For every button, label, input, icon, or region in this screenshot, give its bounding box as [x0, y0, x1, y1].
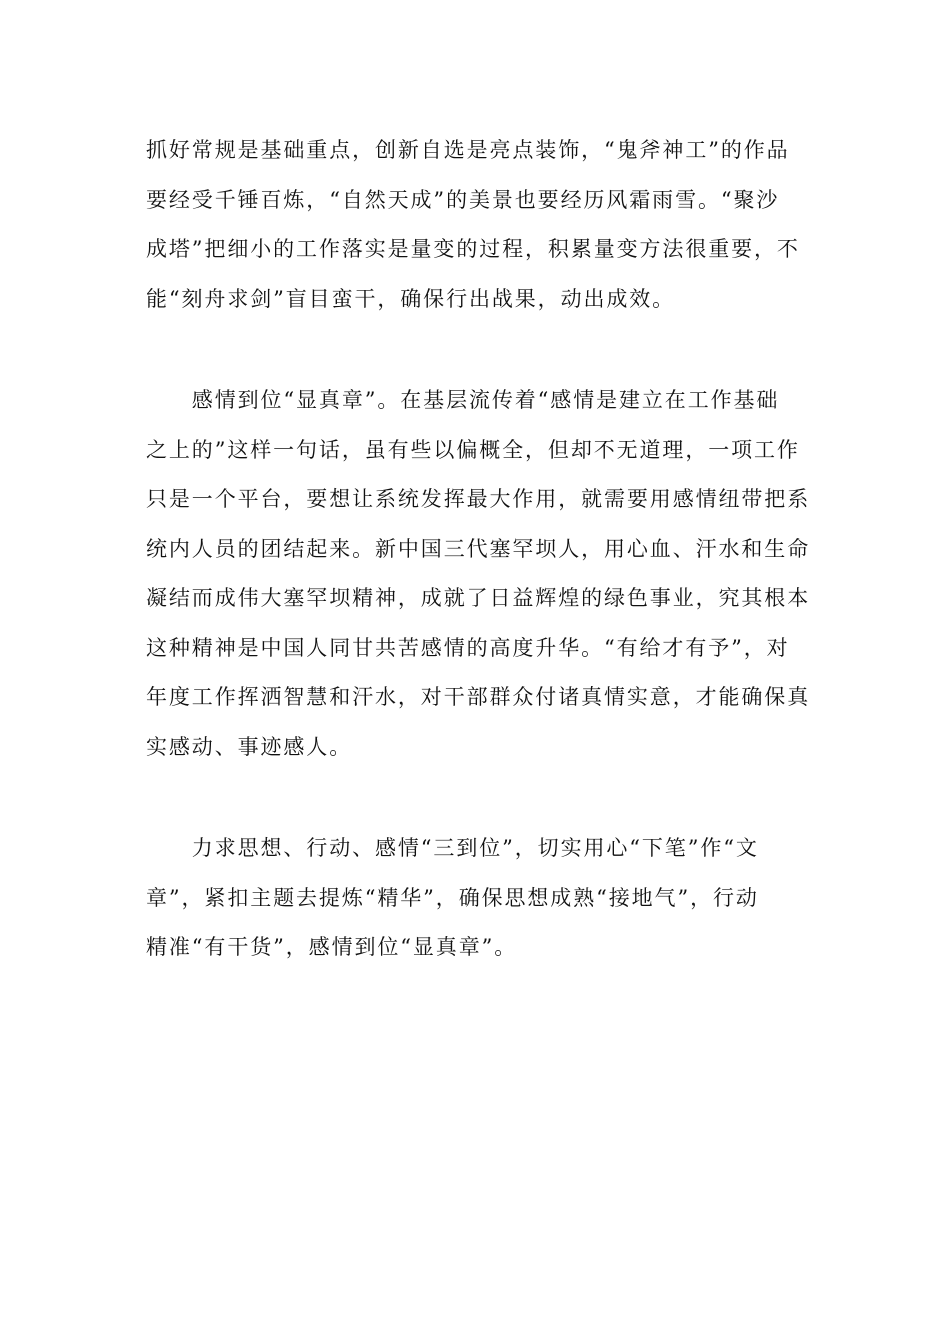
text-line: 年度工作挥洒智慧和汗水，对干部群众付诸真情实意，才能确保真 — [146, 685, 811, 709]
text-line: 要经受千锤百炼，“自然天成”的美景也要经历风霜雨雪。“聚沙 — [146, 187, 780, 212]
text-line: 力求思想、行动、感情“三到位”，切实用心“下笔”作“文 — [146, 836, 759, 860]
text-line: 能“刻舟求剑”盲目蛮干，确保行出战果，动出成效。 — [146, 286, 676, 311]
text-line: 凝结而成伟大塞罕坝精神，成就了日益辉煌的绿色事业，究其根本 — [146, 586, 811, 610]
text-line: 感情到位“显真章”。在基层流传着“感情是建立在工作基础 — [146, 388, 780, 412]
text-line: 精准“有干货”，感情到位“显真章”。 — [146, 935, 518, 959]
text-line: 只是一个平台，要想让系统发挥最大作用，就需要用感情纽带把系 — [146, 487, 811, 511]
paragraph-2 — [146, 376, 811, 772]
text-line: 抓好常规是基础重点，创新自选是亮点装饰，“鬼斧神工”的作品 — [146, 138, 790, 162]
text-line: 这种精神是中国人同甘共苦感情的高度升华。“有给才有予”，对 — [146, 635, 790, 660]
text-line: 统内人员的团结起来。新中国三代塞罕坝人，用心血、汗水和生命 — [146, 536, 811, 561]
paragraph-3 — [146, 824, 802, 973]
text-line: 章”，紧扣主题去提炼“精华”，确保思想成熟“接地气”，行动 — [146, 885, 759, 910]
text-line: 之上的”这样一句话，虽有些以偏概全，但却不无道理，一项工作 — [146, 437, 800, 462]
text-line: 成塔”把细小的工作落实是量变的过程，积累量变方法很重要，不 — [146, 237, 800, 261]
paragraph-1 — [146, 126, 802, 324]
text-line: 实感动、事迹感人。 — [146, 734, 353, 759]
